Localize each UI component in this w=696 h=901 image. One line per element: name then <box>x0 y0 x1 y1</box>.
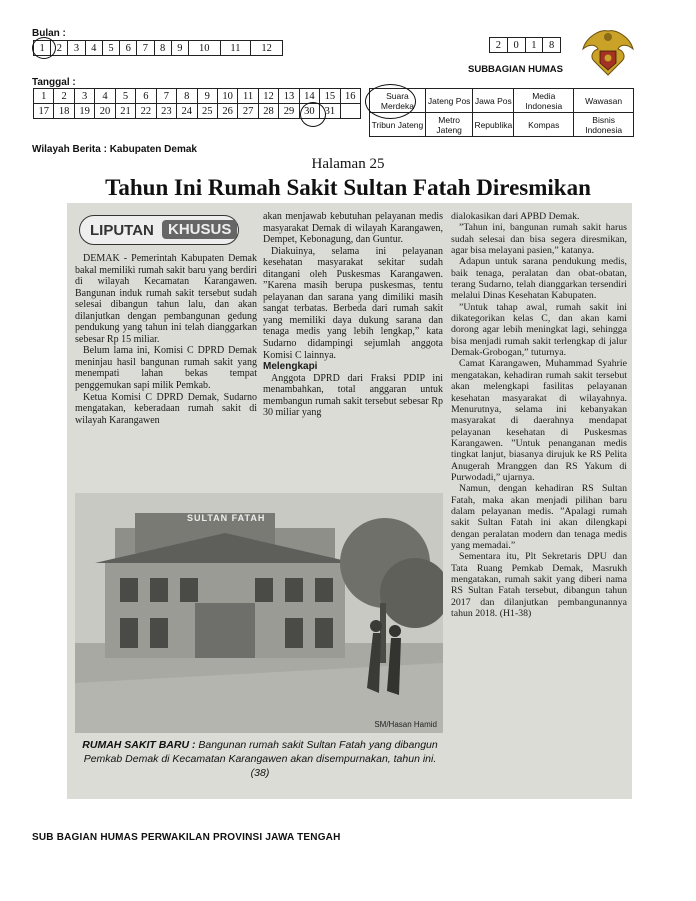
tanggal-cell: 19 <box>74 104 94 119</box>
tanggal-cell: 28 <box>258 104 278 119</box>
subheading: Melengkapi <box>263 361 318 373</box>
footer-text: SUB BAGIAN HUMAS PERWAKILAN PROVINSI JAWA TENGAH <box>32 832 341 843</box>
paragraph: Diakuinya, selama ini pelayanan kesehatan masyarakat sekitar sudah ditangani oleh Puskesmas Karangawen. ”Karena masih berupa puskesmas, tentu pelayanan dan sarana yang dimiliki masih sangat terbatas. Berbeda dari rumah sakit yang memiliki daya dukung sarana dan tenaga medis yang lebih lengkap,” kata Sudarno didampingi sejumlah anggota Komisi C lainnya. <box>263 245 443 361</box>
tanggal-cell: 6 <box>136 89 156 104</box>
caption-text: Bangunan rumah sakit Sultan Fatah yang dibangun Pemkab Demak di Kecamatan Karangawen akan disempurnakan, tahun ini. (38) <box>83 739 438 779</box>
media-selection-circle <box>365 84 416 119</box>
bulan-cell: 5 <box>102 41 119 56</box>
bulan-cell: 1 <box>34 41 51 56</box>
tanggal-cell: 4 <box>95 89 115 104</box>
garuda-emblem-icon <box>580 25 636 81</box>
media-cell: Metro Jateng <box>425 113 473 137</box>
paragraph: Camat Karangawen, Muhammad Syahrie mengatakan, kehadiran rumah sakit tersebut akan melengkapi fasilitas pelayanan kesehatan masyarakat di wilayahnya. Menurutnya, selama ini kebanyakan masyarakat di daerahnya mendapat pelayanan kesehatan di Puskesmas Karangawen. ”Untuk penanganan medis tingkat lanjut, biasanya dirujuk ke RS Pelita Anugerah Mranggen dan RS Yakum di Purwodadi,” ujarnya. <box>451 358 627 483</box>
media-cell: Republika <box>473 113 514 137</box>
caption-heading: RUMAH SAKIT BARU : <box>82 739 196 751</box>
wilayah-berita: Wilayah Berita : Kabupaten Demak <box>32 144 197 155</box>
bulan-cell: 7 <box>137 41 154 56</box>
article-column-3 <box>451 211 627 619</box>
tanggal-cell: 27 <box>238 104 258 119</box>
paragraph: Namun, dengan kehadiran RS Sultan Fatah, maka akan menjadi pilihan baru dalam pelayanan medis. ”Apalagi rumah sakit Sultan Fatah ini akan dilengkapi dengan peralatan modern dan tenaga medis yang memadai.” <box>451 483 627 551</box>
tanggal-cell: 25 <box>197 104 217 119</box>
bulan-cell: 12 <box>251 41 283 56</box>
tanggal-cell: 26 <box>217 104 237 119</box>
tanggal-cell: 22 <box>136 104 156 119</box>
tanggal-cell: 21 <box>115 104 135 119</box>
hospital-photo <box>75 493 443 733</box>
media-cell: Kompas <box>514 113 574 137</box>
tanggal-cell: 13 <box>279 89 299 104</box>
tanggal-cell: 7 <box>156 89 176 104</box>
media-cell: Jawa Pos <box>473 89 514 113</box>
photo-credit: SM/Hasan Hamid <box>374 720 437 729</box>
media-cell: Tribun Jateng <box>370 113 426 137</box>
bulan-cell: 4 <box>85 41 102 56</box>
bulan-cell: 8 <box>154 41 171 56</box>
tanggal-cell: 11 <box>238 89 258 104</box>
tanggal-cell: 9 <box>197 89 217 104</box>
subbagian-label: SUBBAGIAN HUMAS <box>468 64 563 75</box>
paragraph: Sementara itu, Plt Sekretaris DPU dan Tata Ruang Pemkab Demak, Masrukh mengatakan, rumah sakit yang diberi nama RS Sultan Fatah tersebut, dibangun tahun 2017 dan dilanjutkan pembangunannya tahun 2018. (H1-38) <box>451 551 627 620</box>
tanggal-cell: 10 <box>217 89 237 104</box>
tanggal-cell: 18 <box>54 104 74 119</box>
tanggal-cell: 30 <box>299 104 319 119</box>
tanggal-cell <box>340 104 360 119</box>
tanggal-cell: 1 <box>34 89 54 104</box>
media-cell: Suara Merdeka <box>370 89 426 113</box>
article-column-1 <box>75 253 257 426</box>
paragraph: akan menjawab kebutuhan pelayanan medis masyarakat Demak di wilayah Karangawen, Dempet, Kebonagung, dan Guntur. <box>263 211 443 246</box>
bulan-label: Bulan : <box>32 28 66 39</box>
tanggal-cell: 3 <box>74 89 94 104</box>
paragraph: DEMAK - Pemerintah Kabupaten Demak bakal memiliki rumah sakit baru yang berdiri di wilayah Kecamatan Karangawen. Bangunan induk rumah sakit tersebut sudah selesai dibangun tahun lalu, dan akan dilanjutkan dengan pembangunan gedung pendukung yang tahun ini telah dianggarkan sebesar Rp 15 miliar. <box>75 253 257 345</box>
media-cell: Jateng Pos <box>425 89 473 113</box>
paragraph: Ketua Komisi C DPRD Demak, Sudarno mengatakan, keberadaan rumah sakit di wilayah Karangawen <box>75 391 257 426</box>
media-cell: Wawasan <box>574 89 634 113</box>
bulan-cell: 10 <box>188 41 220 56</box>
bulan-cell: 6 <box>120 41 137 56</box>
tanggal-selection-circle <box>300 102 326 127</box>
hospital-building-image <box>75 493 443 733</box>
tanggal-cell: 24 <box>177 104 197 119</box>
tanggal-cell: 15 <box>320 89 340 104</box>
rubric-khusus: KHUSUS <box>162 220 237 239</box>
media-cell: Bisnis Indonesia <box>574 113 634 137</box>
year-digit-cell: 8 <box>543 38 561 53</box>
bulan-cell: 9 <box>171 41 188 56</box>
bulan-grid <box>33 40 283 56</box>
bulan-cell: 2 <box>51 41 68 56</box>
building-sign: SULTAN FATAH <box>187 513 266 523</box>
tanggal-cell: 20 <box>95 104 115 119</box>
tanggal-cell: 16 <box>340 89 360 104</box>
bulan-selection-circle <box>32 37 56 59</box>
tanggal-cell: 29 <box>279 104 299 119</box>
paragraph: dialokasikan dari APBD Demak. <box>451 211 580 222</box>
tanggal-cell: 23 <box>156 104 176 119</box>
year-digit-cell: 2 <box>490 38 508 53</box>
rubric-liputan: LIPUTAN <box>90 222 154 239</box>
tanggal-cell: 14 <box>299 89 319 104</box>
year-digit-cell: 1 <box>525 38 543 53</box>
tanggal-cell: 12 <box>258 89 278 104</box>
tanggal-cell: 8 <box>177 89 197 104</box>
article-column-2 <box>263 211 443 419</box>
bulan-cell: 11 <box>220 41 251 56</box>
newspaper-clipping <box>67 203 632 799</box>
tanggal-label: Tanggal : <box>32 77 76 88</box>
media-cell: Media Indonesia <box>514 89 574 113</box>
photo-caption <box>77 738 443 780</box>
paragraph: Anggota DPRD dari Fraksi PDIP ini menambahkan, total anggaran untuk membangun rumah sakit tersebut sebesar Rp 30 miliar yang <box>263 372 443 419</box>
paragraph: ”Untuk tahap awal, rumah sakit ini dikategorikan kelas C, dan akan kami dorong agar lebih meningkat lagi, sehingga bisa menjadi rumah sakit terlengkap di jalur Demak-Grobogan,” tuturnya. <box>451 301 627 359</box>
year-digit-cell: 0 <box>507 38 525 53</box>
tanggal-cell: 5 <box>115 89 135 104</box>
paragraph: ”Tahun ini, bangunan rumah sakit harus sudah selesai dan bisa segera diresmikan, agar bisa melayani pasien,” katanya. <box>451 222 627 257</box>
tanggal-cell: 2 <box>54 89 74 104</box>
paragraph: Adapun untuk sarana pendukung medis, baik tenaga, peralatan dan obat-obatan, terang Sudarno, telah dianggarkan tersendiri melalui Dinas Kesehatan Kabupaten. <box>451 256 627 302</box>
year-grid <box>489 37 561 53</box>
tanggal-cell: 31 <box>320 104 340 119</box>
article-title: Tahun Ini Rumah Sakit Sultan Fatah Diresmikan <box>105 175 591 200</box>
tanggal-cell: 17 <box>34 104 54 119</box>
bulan-cell: 3 <box>68 41 85 56</box>
rubric-badge <box>79 215 239 245</box>
page-number: Halaman 25 <box>311 156 385 172</box>
paragraph: Belum lama ini, Komisi C DPRD Demak meninjau hasil bangunan rumah sakit yang menempati lahan bekas tempat penggemukan sapi milik Pemkab. <box>75 345 257 392</box>
